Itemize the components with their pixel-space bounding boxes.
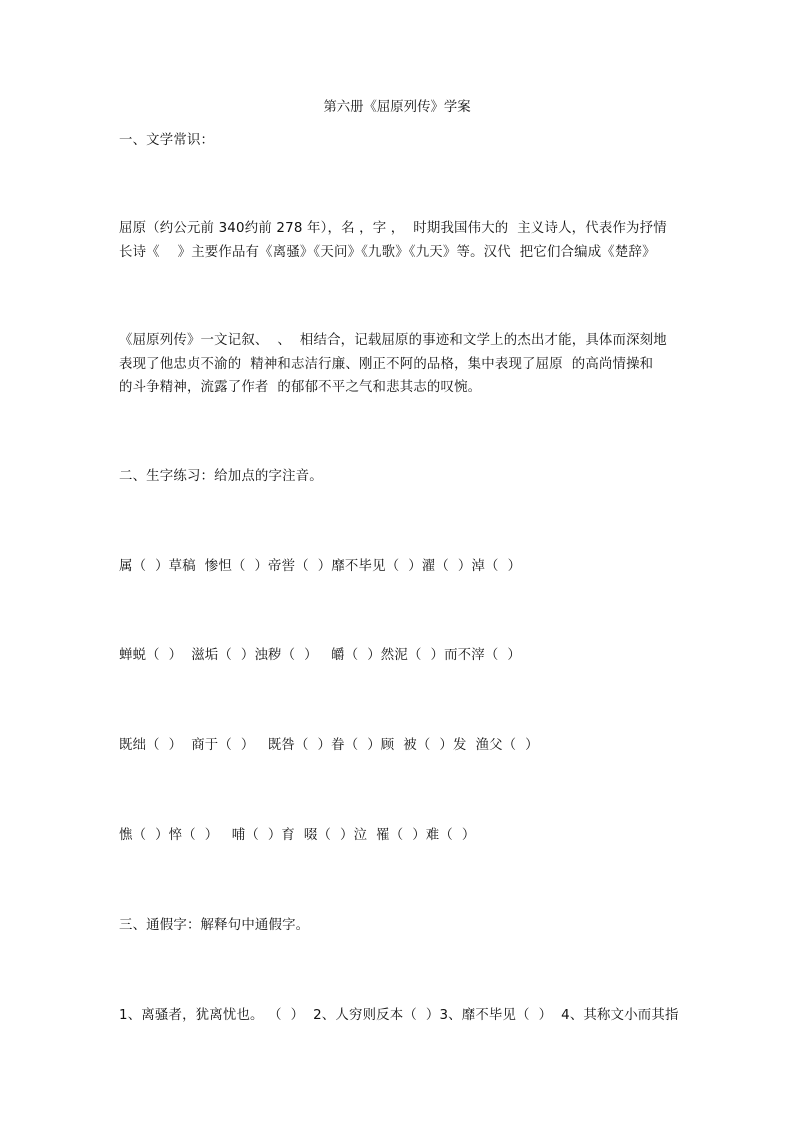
section-heading-interchangeable-characters: 三、通假字：解释句中通假字。 (119, 918, 310, 933)
exercise-row: 既绌（ ） 商于（ ） 既咎（ ）眷（ ）顾 被（ ）发 渔父（ ） (119, 738, 539, 753)
paragraph-line: 的斗争精神，流露了作者 的郁郁不平之气和悲其志的叹惋。 (119, 380, 482, 395)
paragraph-line: 长诗《 》主要作品有《离骚》《天问》《九歌》《九天》等。汉代 把它们合编成《楚辞》 (119, 245, 656, 260)
section-heading-character-practice: 二、生字练习：给加点的字注音。 (119, 469, 323, 484)
document-title: 第六册《屈原列传》学案 (323, 100, 471, 115)
exercise-row: 憔（ ）悴（ ） 哺（ ）育 啜（ ）泣 罹（ ）难（ ） (119, 828, 476, 843)
section-heading-literary-knowledge: 一、文学常识： (119, 133, 215, 148)
exercise-row: 蝉蜕（ ） 滋垢（ ）浊秽（ ） 皭（ ）然泥（ ）而不滓（ ） (119, 648, 521, 663)
paragraph-line: 表现了他忠贞不渝的 精神和志洁行廉、刚正不阿的品格，集中表现了屈原 的高尚情操和 (119, 357, 654, 372)
paragraph-line: 《屈原列传》一文记叙、 、 相结合，记载屈原的事迹和文学上的杰出才能，具体而深刻地 (119, 333, 667, 348)
exercise-row: 属（ ）草稿 惨怛（ ）帝喾（ ）靡不毕见（ ）濯（ ）淖（ ） (119, 559, 522, 574)
exercise-row: 1、离骚者，犹离忧也。 （ ） 2、人穷则反本（ ）3、靡不毕见（ ） 4、其称文小而其指 (119, 1008, 679, 1023)
paragraph-line: 屈原（约公元前 340约前 278 年），名 ，字 ， 时期我国伟大的 主义诗人，代表作为抒情 (119, 221, 667, 236)
